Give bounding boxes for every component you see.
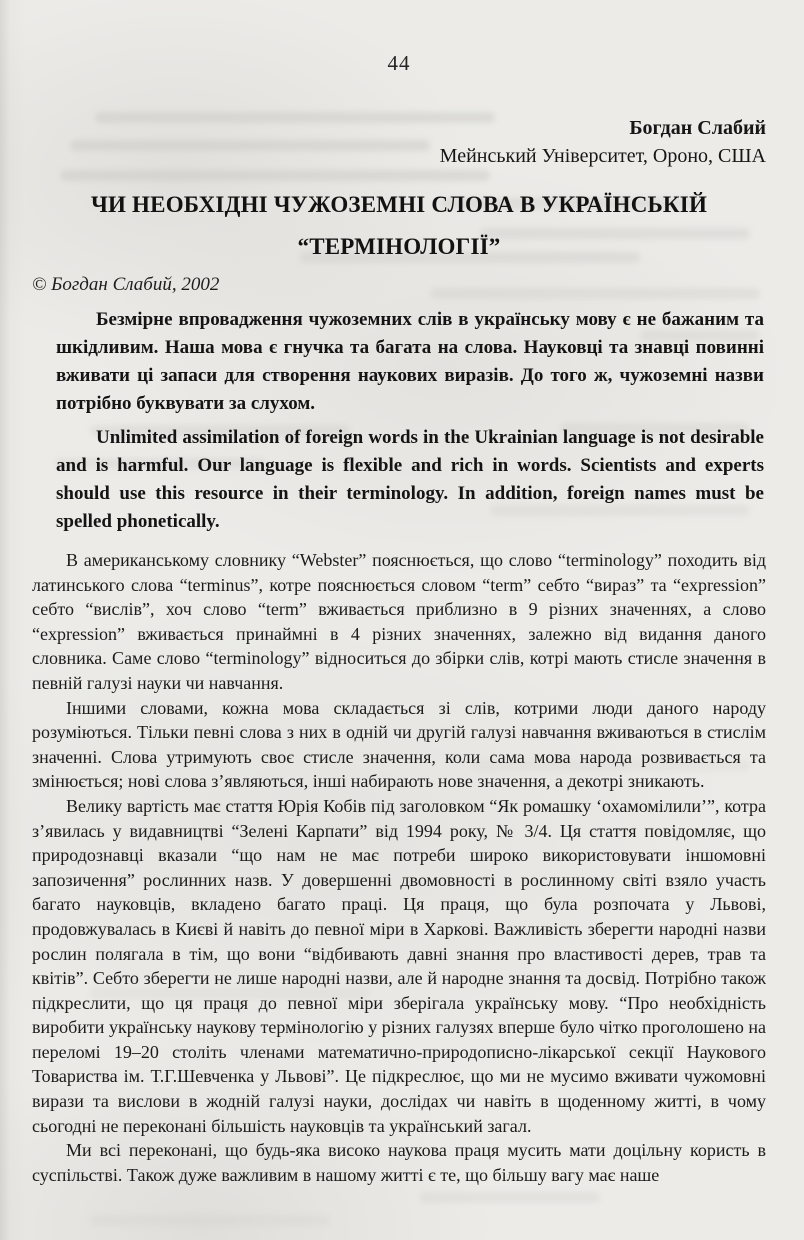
abstract-english: Unlimited assimilation of foreign words in the Ukrainian language is not desirable and is harmful. Our language is flexible and rich in words. Scientists and experts should use this resource in their terminology. In addition, foreign names must be spelled phonetically.	[56, 427, 764, 532]
author-affiliation: Мейнський Університет, Ороно, США	[439, 145, 766, 167]
article-title-line-1: ЧИ НЕОБХІДНІ ЧУЖОЗЕМНІ СЛОВА В УКРАЇНСЬКІЙ	[90, 192, 708, 217]
copyright-line: © Богдан Слабий, 2002	[32, 274, 220, 295]
article-title-line-2: “ТЕРМІНОЛОГІЇ”	[297, 234, 501, 259]
body-paragraph: Ми всі переконані, що будь-яка високо наукова праця мусить мати доцільну користь в суспільстві. Також дуже важливим в нашому житті є те, що більшу вагу має наше	[32, 1140, 766, 1185]
article-body	[32, 548, 766, 1187]
body-paragraph: В американському словнику “Webster” пояснюється, що слово “terminology” походить від латинського слова “terminus”, котре пояснюється словом “term” себто “вираз” та “expression” себто “вислів”, хоч слово “term” вживається приблизно в 9 різних значеннях, а слово “expression” вживається принаймні в 4 різних значеннях, залежно від видання даного словника. Саме слово “terminology” відноситься до збірки слів, котрі мають стисле значення в певній галузі науки чи навчання.	[32, 550, 766, 693]
abstract-ukrainian: Безмірне впровадження чужоземних слів в українську мову є не бажаним та шкідливим. Наша мова є гнучка та багата на слова. Науковці та знавці повинні вживати ці запаси для створення наукових виразів. До того ж, чужоземні назви потрібно буквувати за слухом.	[56, 309, 764, 414]
article-title	[32, 184, 766, 268]
show-through-line	[90, 1215, 330, 1226]
page-number: 44	[387, 51, 411, 75]
author-name: Богдан Слабий	[629, 117, 766, 139]
body-paragraph: Іншими словами, кожна мова складається зі слів, котрими люди даного народу розуміються. Тільки певні слова з них в одній чи другій галузі навчання вживаються в стислім значенні. Слова утримують своє стисле значення, коли сама мова народа розвивається та змінюється; нові слова з’являються, інші набирають нове значення, а декотрі зникають.	[32, 697, 766, 792]
byline-block	[32, 114, 766, 170]
body-paragraph: Велику вартість має стаття Юрія Кобів під заголовком “Як ромашку ‘охамомілили’”, котра з’явилась у видавництві “Зелені Карпати” від 1994 року, № 3/4. Ця стаття повідомляє, що природознавці вказали “що нам не має потреби широко використовувати іншомовні запозичення” рослинних назв. У довершенні двомовності в рослинному світі взяло участь багато науковців, вкладено багато праці. Ця праця, що була розпочата у Львові, продовжувалась в Києві й навіть до певної міри в Харкові. Важливість зберегти народні назви рослин полягала в тім, що вони “відбивають давні знання про властивості дерев, трав та квітів”. Себто зберегти не лише народні назви, але й народне знання та досвід. Потрібно також підкреслити, що ця праця до певної міри зберігала українську мову. “Про необхідність виробити українську наукову термінологію у різних галузях вперше було чітко проголошено на переломі 19–20 століть членами математично-природописно-лікарської секції Наукового Товариства ім. Т.Г.Шевченка у Львові”. Це підкреслює, що ми не мусимо вживати чужомовні вирази та вислови в жодній галузі науки, дослідах чи навіть в щоденному житті, в чому сьогодні не переконані більшість науковців та український загал.	[32, 795, 766, 1136]
show-through-line	[420, 1192, 600, 1203]
